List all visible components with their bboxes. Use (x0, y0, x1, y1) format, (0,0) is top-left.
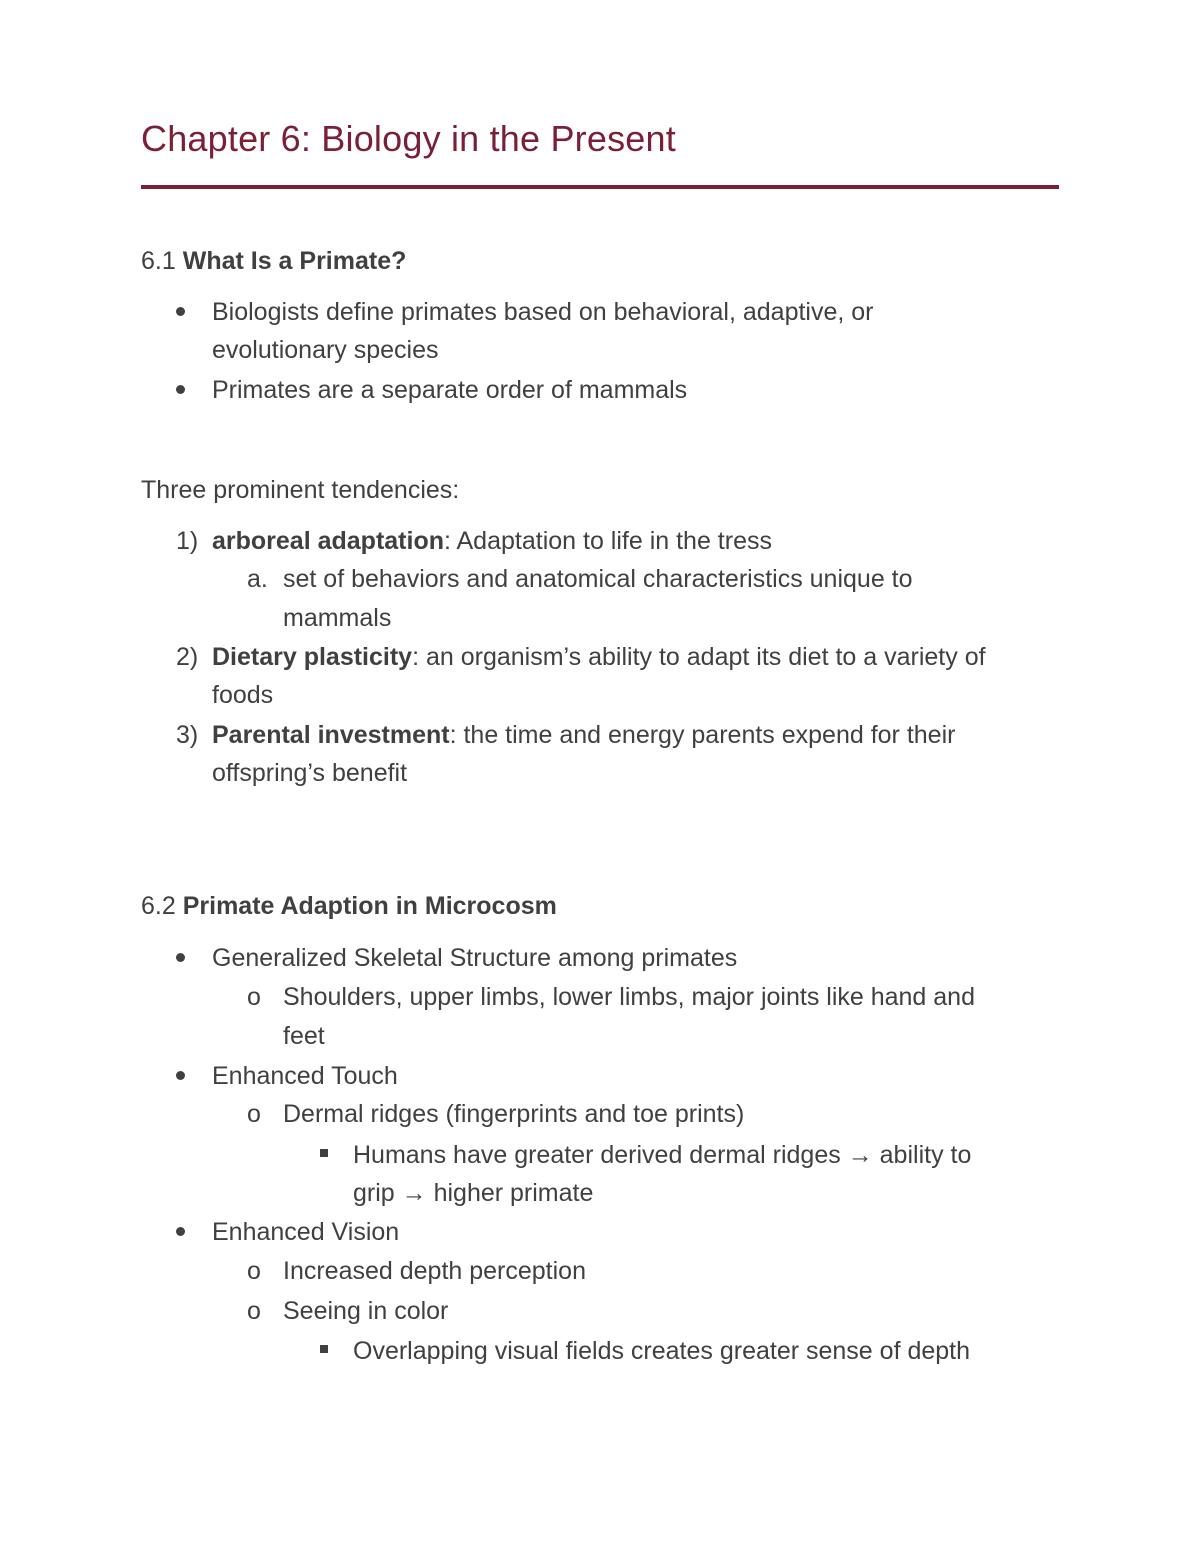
definition: : Adaptation to life in the tress (444, 527, 772, 555)
bullet-text: Enhanced Touch (212, 1062, 398, 1090)
title-divider (141, 185, 1059, 189)
definition: : an organism’s ability to adapt its diet to a variety of (412, 643, 986, 671)
square-bullet-icon (320, 1345, 328, 1353)
section-number: 6.1 (141, 247, 176, 275)
section-number: 6.2 (141, 892, 176, 920)
arrow-right-icon: → (847, 1141, 873, 1169)
square-bullet-icon (320, 1149, 328, 1157)
text-part: Humans have greater derived dermal ridges (353, 1141, 841, 1169)
sub-bullet-text: Increased depth perception (283, 1257, 586, 1285)
bullet-text-cont: evolutionary species (212, 336, 439, 364)
bullet-text: Primates are a separate order of mammals (212, 376, 688, 404)
sub-sub-bullet-text (353, 1140, 971, 1170)
bullet-dot-icon (176, 953, 185, 962)
sub-marker: a. (247, 565, 268, 593)
chapter-title: Chapter 6: Biology in the Present (141, 118, 676, 159)
section-title: Primate Adaption in Microcosm (182, 892, 557, 920)
circle-bullet-icon: o (247, 1297, 261, 1325)
bullet-dot-icon (176, 1227, 185, 1236)
text-part: ability to (872, 1141, 972, 1169)
section-heading-6-1 (141, 246, 406, 276)
text-part: grip (353, 1179, 395, 1207)
term: Parental investment (212, 721, 450, 749)
section-title: What Is a Primate? (182, 247, 407, 275)
sub-bullet-text: Shoulders, upper limbs, lower limbs, major joints like hand and (283, 983, 975, 1011)
tendency-item-cont: offspring’s benefit (212, 759, 408, 787)
sub-bullet-text: Dermal ridges (fingerprints and toe prints) (283, 1100, 745, 1128)
tendency-item (212, 526, 772, 556)
sub-sub-bullet-text: Overlapping visual fields creates greater sense of depth (353, 1337, 971, 1365)
bullet-dot-icon (176, 1071, 185, 1080)
section-heading-6-2 (141, 891, 557, 921)
bullet-text: Enhanced Vision (212, 1218, 400, 1246)
circle-bullet-icon: o (247, 1257, 261, 1285)
circle-bullet-icon: o (247, 983, 261, 1011)
sub-item-cont: mammals (283, 604, 392, 632)
tendency-item (212, 720, 955, 750)
sub-item: set of behaviors and anatomical characteristics unique to (283, 565, 913, 593)
text-part: higher primate (426, 1179, 594, 1207)
definition: : the time and energy parents expend for their (449, 721, 956, 749)
term: Dietary plasticity (212, 643, 413, 671)
sub-sub-bullet-text-cont (353, 1178, 593, 1208)
term: arboreal adaptation (212, 527, 444, 555)
tendencies-label: Three prominent tendencies: (141, 476, 460, 504)
list-marker: 1) (176, 527, 199, 555)
sub-bullet-text-cont: feet (283, 1022, 325, 1050)
tendency-item (212, 642, 986, 672)
sub-bullet-text: Seeing in color (283, 1297, 449, 1325)
bullet-dot-icon (176, 385, 185, 394)
list-marker: 2) (176, 643, 199, 671)
circle-bullet-icon: o (247, 1100, 261, 1128)
list-marker: 3) (176, 721, 199, 749)
bullet-text: Biologists define primates based on behavioral, adaptive, or (212, 298, 874, 326)
tendency-item-cont: foods (212, 681, 274, 709)
bullet-dot-icon (176, 307, 185, 316)
arrow-right-icon: → (401, 1179, 427, 1207)
bullet-text: Generalized Skeletal Structure among primates (212, 944, 738, 972)
